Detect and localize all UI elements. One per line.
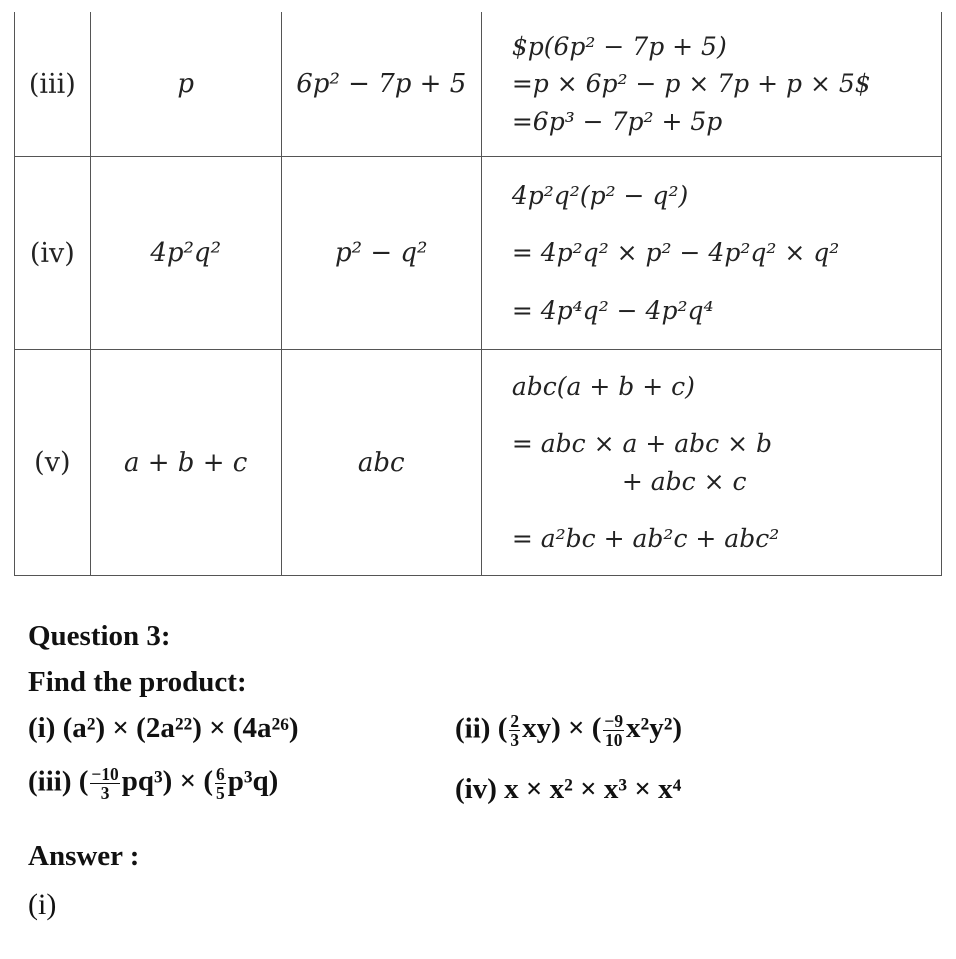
second-factor: abc (281, 350, 481, 576)
first-factor: 4p²q² (90, 157, 281, 350)
working-cell (481, 157, 941, 350)
working-line: = a²bc + ab²c + abc² (511, 524, 780, 553)
part-label: (iii) (28, 765, 72, 798)
table-row (15, 350, 942, 576)
part-expression: (a²) × (2a²²) × (4a²⁶) (62, 712, 299, 744)
second-factor: 6p² − 7p + 5 (281, 12, 481, 157)
working-line: =p × 6p² − p × 7p + p × 5$ (511, 69, 871, 99)
working-line: + abc × c (621, 466, 747, 496)
question-part (455, 773, 681, 806)
question-part (455, 712, 682, 750)
second-factor: p² − q² (281, 157, 481, 350)
question-title: Question 3: (28, 620, 171, 652)
working-line: =6p³ − 7p² + 5p (511, 106, 723, 136)
question-part (28, 765, 278, 803)
part-expression: x × x² × x³ × x⁴ (504, 773, 682, 805)
question-instruction: Find the product: (28, 666, 247, 698)
part-label: (iv) (455, 773, 497, 805)
working-line: = 4p⁴q² − 4p²q⁴ (511, 295, 714, 325)
row-label: (iv) (15, 157, 91, 350)
table-row (15, 12, 942, 157)
working-cell (481, 350, 941, 576)
working-line: = abc × a + abc × b (511, 429, 773, 458)
question-part (28, 712, 299, 745)
working-line: $p(6p² − 7p + 5) (511, 31, 727, 61)
answer-part-label: (i) (28, 888, 57, 921)
working-cell (481, 12, 941, 157)
answer-title: Answer : (28, 840, 140, 872)
solution-table (14, 12, 942, 576)
first-factor: p (90, 12, 281, 157)
row-label: (v) (15, 350, 91, 576)
row-label: (iii) (15, 12, 91, 157)
working-line: abc(a + b + c) (511, 371, 695, 401)
working-line: 4p²q²(p² − q²) (511, 180, 689, 210)
part-label: (i) (28, 712, 56, 744)
part-expression: ( $\frac{2}{3}$ xy) × ( $\frac{-9}{10}$ x²y²) (497, 711, 683, 751)
part-label: (ii) (455, 712, 491, 745)
part-expression: ( $\frac{-10}{3}$ pq³) × ( $\frac{6}{5}$ p³q) (78, 764, 279, 804)
first-factor: a + b + c (90, 350, 281, 576)
table-row (15, 157, 942, 350)
working-line: = 4p²q² × p² − 4p²q² × q² (511, 238, 840, 268)
